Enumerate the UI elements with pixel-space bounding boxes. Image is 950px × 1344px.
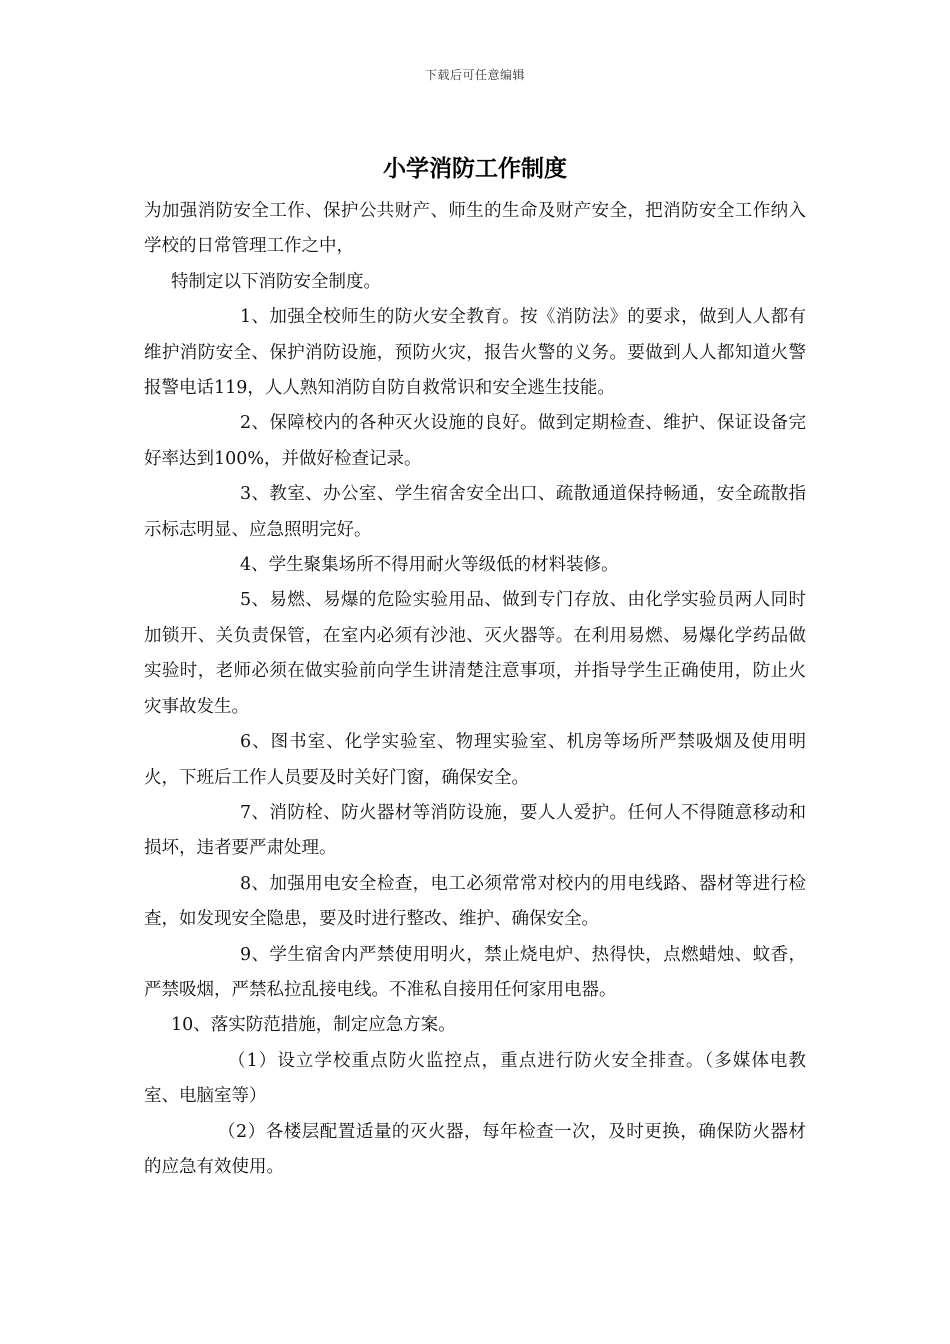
rule-item-7: 7、消防栓、防火器材等消防设施，要人人爱护。任何人不得随意移动和损坏，违者要严肃处理。	[144, 802, 806, 859]
rule-item-1: 1、加强全校师生的防火安全教育。按《消防法》的要求，做到人人都有维护消防安全、保护消防设施，预防火灾，报告火警的义务。要做到人人都知道火警报警电话119，人人熟知消防自防自救常识和安全逃生技能。	[144, 307, 806, 399]
rule-item-5: 5、易燃、易爆的危险实验用品、做到专门存放、由化学实验员两人同时加锁开、关负责保管，在室内必须有沙池、灭火器等。在利用易燃、易爆化学药品做实验时，老师必须在做实验前向学生讲清楚注意事项，并指导学生正确使用，防止火灾事故发生。	[144, 590, 806, 717]
rule-item-8: 8、加强用电安全检查，电工必须常常对校内的用电线路、器材等进行检查，如发现安全隐患，要及时进行整改、维护、确保安全。	[144, 873, 806, 930]
sub-item-1: （1）设立学校重点防火监控点，重点进行防火安全排查。（多媒体电教室、电脑室等）	[144, 1050, 806, 1107]
rule-item-3: 3、教室、办公室、学生宿舍安全出口、疏散通道保持畅通，安全疏散指示标志明显、应急照明完好。	[144, 484, 806, 540]
rule-item-10: 10、落实防范措施，制定应急方案。	[171, 1015, 456, 1036]
sub-item-2: （2）各楼层配置适量的灭火器，每年检查一次，及时更换，确保防火器材的应急有效使用。	[144, 1121, 806, 1177]
rule-item-2: 2、保障校内的各种灭火设施的良好。做到定期检查、维护、保证设备完好率达到100%，并做好检查记录。	[144, 413, 806, 469]
intro-paragraph: 为加强消防安全工作、保护公共财产、师生的生命及财产安全，把消防安全工作纳入学校的日常管理工作之中，	[144, 201, 806, 257]
document-title: 小学消防工作制度	[383, 155, 567, 182]
rule-item-4: 4、学生聚集场所不得用耐火等级低的材料装修。	[240, 555, 619, 576]
header-note: 下载后可任意编辑	[424, 68, 525, 82]
intro-statement: 特制定以下消防安全制度。	[171, 271, 381, 292]
rule-item-9: 9、学生宿舍内严禁使用明火，禁止烧电炉、热得快，点燃蜡烛、蚊香，严禁吸烟，严禁私拉乱接电线。不准私自接用任何家用电器。	[144, 944, 806, 1000]
rule-item-6: 6、图书室、化学实验室、物理实验室、机房等场所严禁吸烟及使用明火，下班后工作人员要及时关好门窗，确保安全。	[144, 732, 806, 788]
document-body	[144, 194, 806, 1185]
